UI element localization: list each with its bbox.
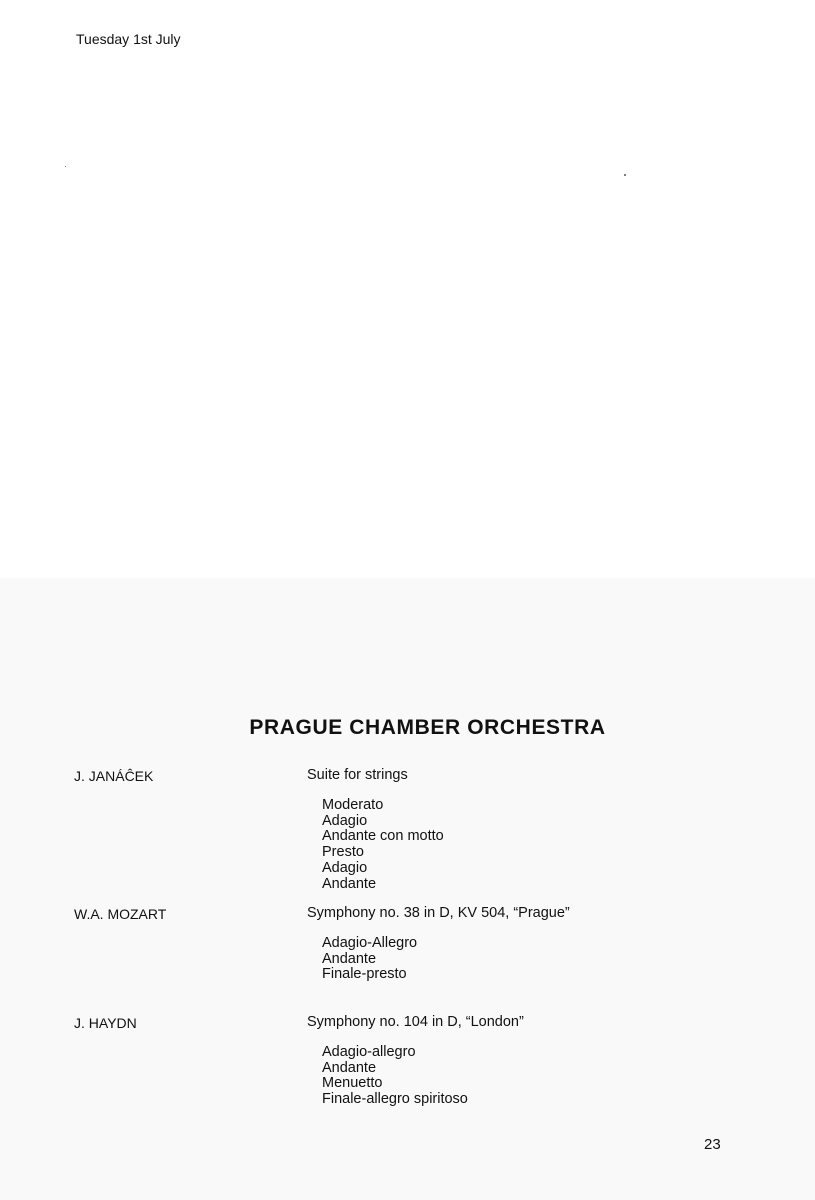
print-speck	[65, 166, 66, 167]
composer-name: J. JANÁĈEK	[74, 768, 154, 784]
movement-item: Finale-presto	[322, 966, 407, 983]
work-title: Symphony no. 104 in D, “London”	[307, 1014, 524, 1030]
composer-name: W.A. MOZART	[74, 906, 167, 922]
movement-item: Moderato	[322, 797, 384, 813]
movement-item: Presto	[322, 844, 364, 861]
movement-list	[322, 936, 417, 983]
movement-item: Adagio-allegro	[322, 1044, 416, 1060]
movement-list	[322, 1045, 468, 1108]
movement-item: Andante	[322, 875, 377, 892]
movement-item: Adagio-Allegro	[322, 935, 418, 951]
print-speck	[624, 174, 626, 176]
movement-item: Adagio	[322, 812, 368, 829]
concert-date: Tuesday 1st July	[76, 31, 181, 47]
work-title: Symphony no. 38 in D, KV 504, “Prague”	[307, 905, 570, 921]
movement-list	[322, 798, 444, 892]
concert-title: PRAGUE CHAMBER ORCHESTRA	[249, 716, 606, 739]
movement-item: Andante	[322, 1059, 377, 1076]
movement-item: Menuetto	[322, 1075, 383, 1092]
movement-item: Finale-allegro spiritoso	[322, 1091, 468, 1108]
composer-name: J. HAYDN	[74, 1015, 137, 1031]
movement-item: Adagio	[322, 859, 368, 876]
page-number: 23	[704, 1136, 721, 1153]
work-title: Suite for strings	[307, 767, 408, 783]
movement-item: Andante	[322, 950, 377, 967]
movement-item: Andante con motto	[322, 828, 444, 845]
